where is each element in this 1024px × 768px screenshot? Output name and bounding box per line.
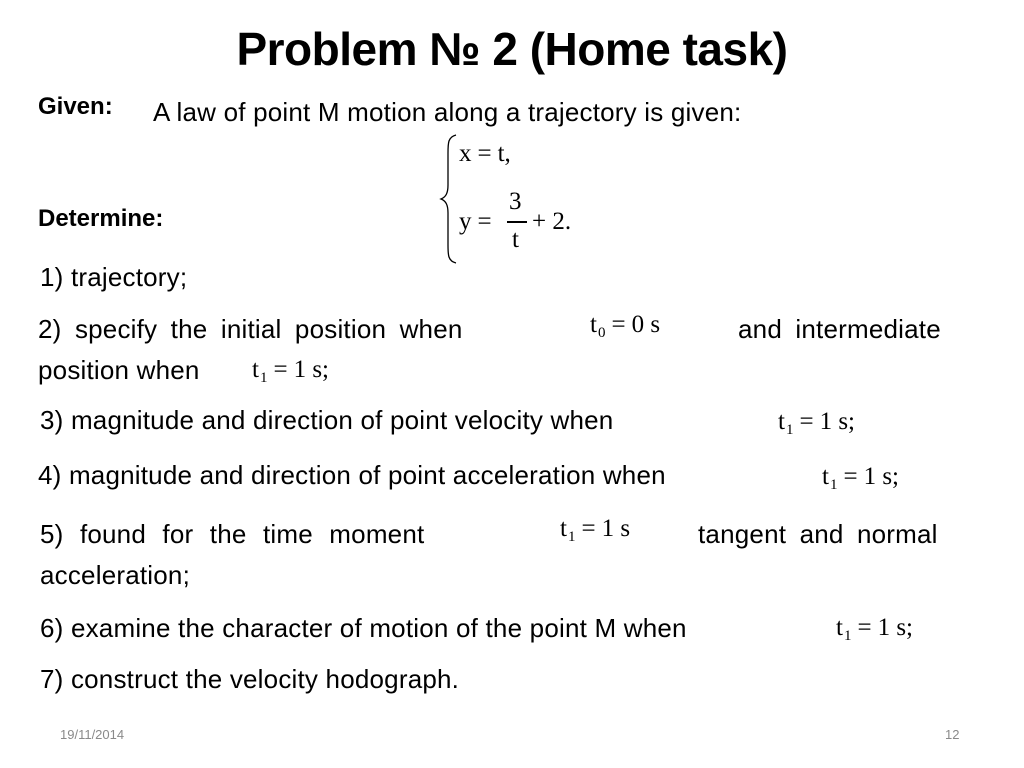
equation-y-numerator: 3 [509, 188, 522, 215]
given-label: Given: [38, 93, 113, 120]
equation-x-lhs: x [459, 140, 472, 167]
equation-y-fraction-bar [507, 221, 527, 223]
footer-date: 19/11/2014 [60, 727, 125, 742]
time-t1-value: 1 s; [863, 463, 899, 490]
time-t1-eq: = [273, 356, 288, 383]
item-6: 6) examine the character of motion of the point M when [40, 613, 687, 643]
time-t0-sub: 0 [597, 325, 606, 341]
determine-label: Determine: [38, 205, 164, 232]
equation-y-eq: = [477, 208, 492, 235]
item-1: 1) trajectory; [40, 262, 188, 292]
equation-y-tail: + 2. [532, 208, 572, 235]
item-5-text: 5) found for the time moment [40, 519, 425, 549]
equation-y-denominator: t [512, 226, 519, 253]
slide-title: Problem № 2 (Home task) [236, 23, 788, 75]
time-t0-value: 0 s [631, 311, 661, 338]
time-t0-var: t [590, 311, 597, 338]
equation-y-lhs [459, 208, 498, 236]
given-text: A law of point M motion along a trajectory is given: [153, 97, 742, 127]
item-2-text: 2) specify the initial position when [38, 314, 463, 344]
time-t1-sub: 1 [567, 529, 576, 545]
time-t0 [590, 311, 660, 342]
time-t1-item6 [836, 614, 913, 645]
item-3: 3) magnitude and direction of point velocity when [40, 405, 614, 435]
time-t1-var: t [252, 356, 259, 383]
time-t1-sub: 1 [829, 477, 838, 493]
equation-x-eq: = [477, 140, 492, 167]
item-4: 4) magnitude and direction of point acceleration when [38, 460, 666, 490]
footer-page-number: 12 [945, 727, 960, 742]
item-5-text-cont: tangent and normal [698, 519, 938, 549]
time-t1-var: t [560, 515, 567, 542]
equation-x [459, 140, 511, 168]
time-t1-sub: 1 [785, 422, 794, 438]
time-t1-item3 [778, 408, 855, 439]
time-t1-value: 1 s; [877, 614, 913, 641]
time-t1-value: 1 s; [819, 408, 855, 435]
time-t1-eq: = [799, 408, 814, 435]
system-brace-icon [438, 133, 460, 265]
time-t1-item5 [560, 515, 630, 546]
equation-y-var: y [459, 208, 472, 235]
time-t1-value: 1 s; [293, 356, 329, 383]
time-t1-sub: 1 [259, 370, 268, 386]
time-t1-value: 1 s [601, 515, 631, 542]
item-7: 7) construct the velocity hodograph. [40, 664, 460, 694]
item-5-text-line2: acceleration; [40, 560, 191, 590]
time-t1-item2 [252, 356, 329, 387]
item-2-text-line2: position when [38, 355, 200, 385]
item-2-text-cont: and intermediate [738, 314, 941, 344]
time-t1-eq: = [843, 463, 858, 490]
time-t1-eq: = [857, 614, 872, 641]
equation-x-rhs: t, [497, 140, 511, 167]
time-t1-var: t [836, 614, 843, 641]
time-t1-sub: 1 [843, 628, 852, 644]
time-t1-var: t [778, 408, 785, 435]
time-t1-eq: = [581, 515, 596, 542]
time-t1-var: t [822, 463, 829, 490]
time-t0-eq: = [611, 311, 626, 338]
time-t1-item4 [822, 463, 899, 494]
